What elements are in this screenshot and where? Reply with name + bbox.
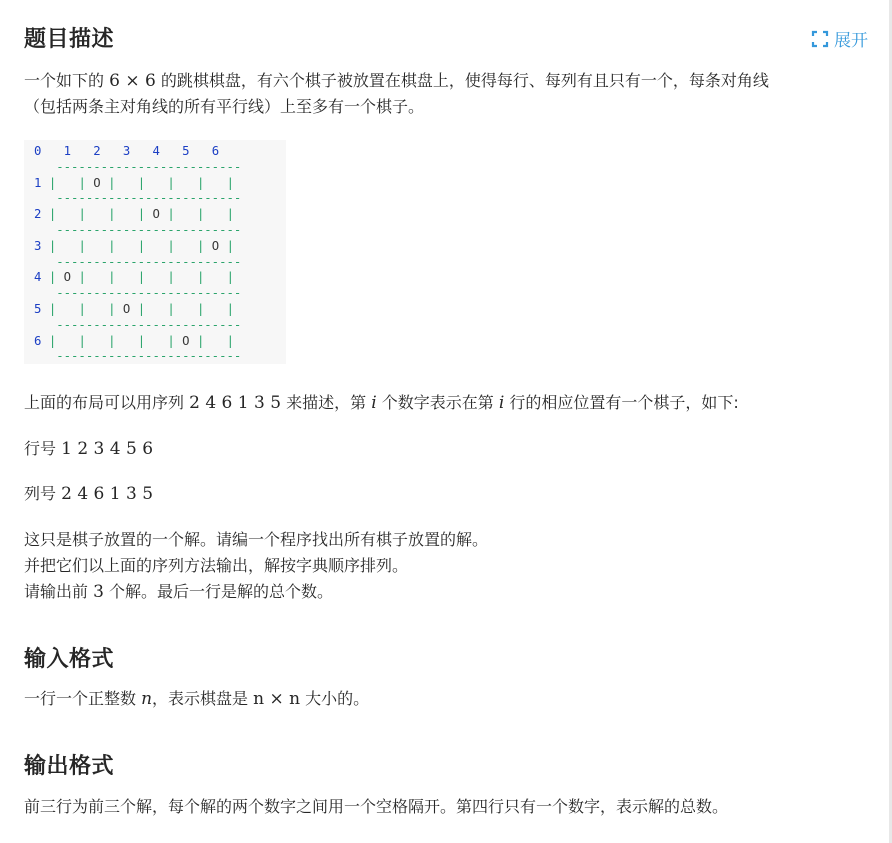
board-row: 3 | | | | | | O |: [34, 238, 234, 253]
input-format-title: 输入格式: [24, 647, 115, 672]
board-separator: -------------------------: [34, 349, 242, 364]
board-row: 6 | | | | | O | |: [34, 333, 234, 348]
board-separator: -------------------------: [34, 222, 242, 237]
board-separator: -------------------------: [34, 317, 242, 332]
board-row: 5 | | | O | | | |: [34, 301, 234, 316]
row-numbers-line: 行号 1 2 3 4 5 6: [24, 439, 154, 459]
col-numbers-line: 列号 2 4 6 1 3 5: [24, 484, 154, 504]
board-separator: -------------------------: [34, 254, 242, 269]
board-size-math: 6 × 6: [109, 71, 156, 91]
expand-label: 展开: [834, 31, 868, 51]
expand-icon: [811, 30, 829, 48]
sequence-math: 2 4 6 1 3 5: [189, 393, 282, 413]
description-title: 题目描述: [24, 27, 115, 52]
layout-paragraph: 上面的布局可以用序列 2 4 6 1 3 5 来描述，第 i 个数字表示在第 i 行的相应位置有一个棋子，如下:: [24, 393, 739, 413]
board-separator: -------------------------: [34, 286, 242, 301]
board-separator: -------------------------: [34, 191, 242, 206]
intro-paragraph: 一个如下的 6 × 6 的跳棋棋盘，有六个棋子被放置在棋盘上，使得每行、每列有且只有一个，每条对角线 （包括两条主对角线的所有平行线）上至多有一个棋子。: [24, 71, 769, 116]
output-format-title: 输出格式: [24, 754, 115, 779]
board-diagram: [24, 140, 286, 364]
board-row: 1 | | O | | | | |: [34, 175, 234, 190]
board-row: 4 | O | | | | | |: [34, 270, 234, 285]
board-separator: -------------------------: [34, 159, 242, 174]
output-format-text: 前三行为前三个解，每个解的两个数字之间用一个空格隔开。第四行只有一个数字，表示解的总数。: [24, 797, 729, 816]
input-format-text: 一行一个正整数 n，表示棋盘是 n × n 大小的。: [24, 689, 370, 709]
board-row: 2 | | | | O | | |: [34, 207, 234, 222]
board-header: 0 1 2 3 4 5 6: [34, 144, 220, 158]
expand-button[interactable]: [811, 26, 868, 51]
note-paragraph: 这只是棋子放置的一个解。请编一个程序找出所有棋子放置的解。 并把它们以上面的序列方法输出，解按字典顺序排列。 请输出前 3 个解。最后一行是解的总个数。: [24, 530, 489, 602]
